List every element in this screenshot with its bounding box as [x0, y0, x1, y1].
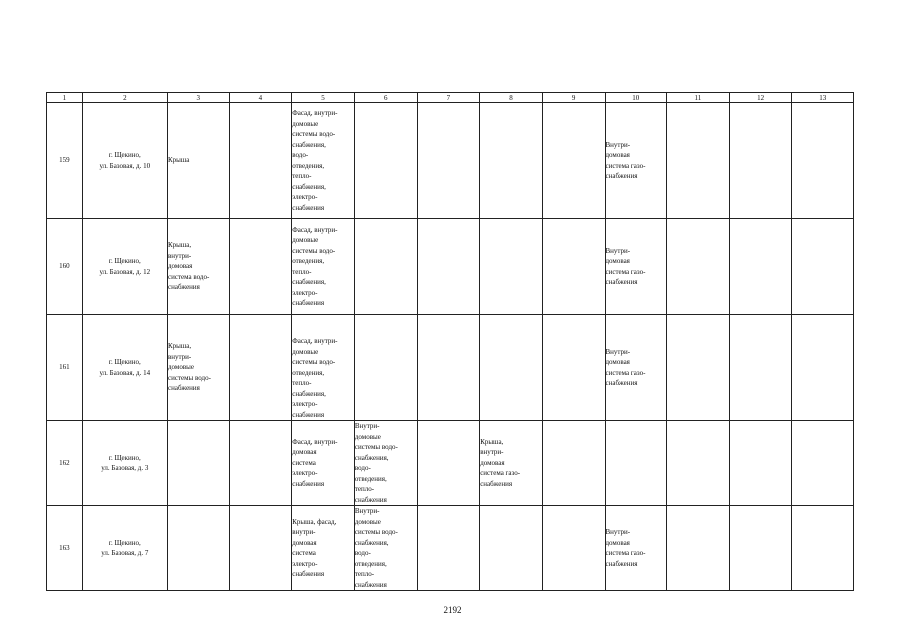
- cell-text: Фасад, внутри- домовые системы водо- отведения, тепло- снабжения, электро- снабжения: [292, 225, 338, 307]
- cell-col-13: [792, 219, 854, 315]
- cell-col-12: [729, 506, 792, 591]
- row-number: 161: [47, 315, 83, 421]
- cell-col-3: [167, 315, 229, 421]
- address-text: г. Щекино, ул. Базовая, д. 3: [101, 453, 149, 472]
- cell-col-4: [229, 219, 292, 315]
- cell-text: Крыша, внутри- домовая система газо- снабжения: [480, 437, 521, 488]
- cell-col-8: [480, 506, 543, 591]
- cell-col-7: [417, 315, 480, 421]
- cell-col-5: [292, 219, 355, 315]
- cell-col-5: [292, 421, 355, 506]
- column-number-header: [47, 93, 854, 103]
- address-text: г. Щекино, ул. Базовая, д. 14: [99, 358, 151, 377]
- cell-col-10: [605, 315, 667, 421]
- cell-col-10: [605, 219, 667, 315]
- address-cell: [82, 219, 167, 315]
- cell-text: Внутри- домовая система газо- снабжения: [605, 347, 646, 387]
- cell-col-6: [354, 219, 417, 315]
- table-row: [47, 219, 854, 315]
- cell-col-11: [667, 506, 730, 591]
- cell-col-7: [417, 421, 480, 506]
- table-row: [47, 506, 854, 591]
- cell-col-4: [229, 421, 292, 506]
- column-header: 11: [667, 93, 730, 103]
- cell-text: Внутри- домовые системы водо- снабжения, водо- отведения, тепло- снабжения: [354, 422, 398, 504]
- cell-col-12: [729, 421, 792, 506]
- cell-col-11: [667, 103, 730, 219]
- cell-col-12: [729, 315, 792, 421]
- works-schedule-table: [46, 92, 854, 591]
- cell-col-4: [229, 103, 292, 219]
- cell-col-5: [292, 103, 355, 219]
- cell-col-5: [292, 315, 355, 421]
- cell-text: Крыша: [167, 156, 190, 165]
- cell-text: Внутри- домовые системы водо- снабжения, водо- отведения, тепло- снабжения: [354, 507, 398, 589]
- cell-text: Крыша, внутри- домовая система водо- снабжения: [167, 241, 210, 292]
- cell-col-8: [480, 315, 543, 421]
- table-row: [47, 421, 854, 506]
- cell-col-9: [542, 219, 605, 315]
- cell-col-3: [167, 219, 229, 315]
- cell-col-13: [792, 506, 854, 591]
- column-header: 7: [417, 93, 480, 103]
- address-cell: [82, 421, 167, 506]
- cell-col-6: [354, 315, 417, 421]
- cell-col-7: [417, 506, 480, 591]
- cell-text: Крыша, внутри- домовые системы водо- снабжения: [167, 342, 211, 393]
- cell-col-3: [167, 103, 229, 219]
- column-header: 13: [792, 93, 854, 103]
- cell-col-10: [605, 103, 667, 219]
- cell-col-5: [292, 506, 355, 591]
- cell-col-6: [354, 103, 417, 219]
- cell-text: Крыша, фасад, внутри- домовая система электро- снабжения: [292, 517, 337, 578]
- cell-col-9: [542, 506, 605, 591]
- row-number: 163: [47, 506, 83, 591]
- cell-col-10: [605, 421, 667, 506]
- column-header: 1: [47, 93, 83, 103]
- table-row: [47, 103, 854, 219]
- column-header: 4: [229, 93, 292, 103]
- row-number: 159: [47, 103, 83, 219]
- column-header: 3: [167, 93, 229, 103]
- column-header: 9: [542, 93, 605, 103]
- address-cell: [82, 103, 167, 219]
- cell-col-4: [229, 506, 292, 591]
- column-header: 2: [82, 93, 167, 103]
- column-header: 8: [480, 93, 543, 103]
- cell-col-13: [792, 103, 854, 219]
- cell-col-3: [167, 421, 229, 506]
- row-number: 162: [47, 421, 83, 506]
- cell-text: Фасад, внутри- домовые системы водо- снабжения, водо- отведения, тепло- снабжения, электро- снабжения: [292, 109, 338, 212]
- cell-col-6: [354, 421, 417, 506]
- cell-col-6: [354, 506, 417, 591]
- address-cell: [82, 506, 167, 591]
- cell-text: Фасад, внутри- домовые системы водо- отведения, тепло- снабжения, электро- снабжения: [292, 337, 338, 419]
- cell-text: Внутри- домовая система газо- снабжения: [605, 528, 646, 568]
- column-header: 6: [354, 93, 417, 103]
- cell-col-9: [542, 315, 605, 421]
- cell-col-8: [480, 103, 543, 219]
- cell-col-7: [417, 103, 480, 219]
- cell-text: Фасад, внутри- домовая система электро- снабжения: [292, 437, 338, 488]
- table-row: [47, 315, 854, 421]
- cell-col-8: [480, 421, 543, 506]
- cell-col-4: [229, 315, 292, 421]
- cell-col-11: [667, 421, 730, 506]
- cell-col-9: [542, 103, 605, 219]
- address-cell: [82, 315, 167, 421]
- cell-col-8: [480, 219, 543, 315]
- cell-col-11: [667, 315, 730, 421]
- cell-text: Внутри- домовая система газо- снабжения: [605, 246, 646, 286]
- address-text: г. Щекино, ул. Базовая, д. 7: [101, 538, 149, 557]
- cell-col-12: [729, 103, 792, 219]
- cell-text: Внутри- домовая система газо- снабжения: [605, 140, 646, 180]
- cell-col-13: [792, 421, 854, 506]
- cell-col-10: [605, 506, 667, 591]
- column-header: 10: [605, 93, 667, 103]
- column-header: 12: [729, 93, 792, 103]
- address-text: г. Щекино, ул. Базовая, д. 10: [99, 151, 151, 170]
- address-text: г. Щекино, ул. Базовая, д. 12: [99, 257, 151, 276]
- cell-col-13: [792, 315, 854, 421]
- cell-col-9: [542, 421, 605, 506]
- page-number: 2192: [443, 605, 462, 615]
- cell-col-3: [167, 506, 229, 591]
- row-number: 160: [47, 219, 83, 315]
- cell-col-12: [729, 219, 792, 315]
- cell-col-7: [417, 219, 480, 315]
- cell-col-11: [667, 219, 730, 315]
- column-header: 5: [292, 93, 355, 103]
